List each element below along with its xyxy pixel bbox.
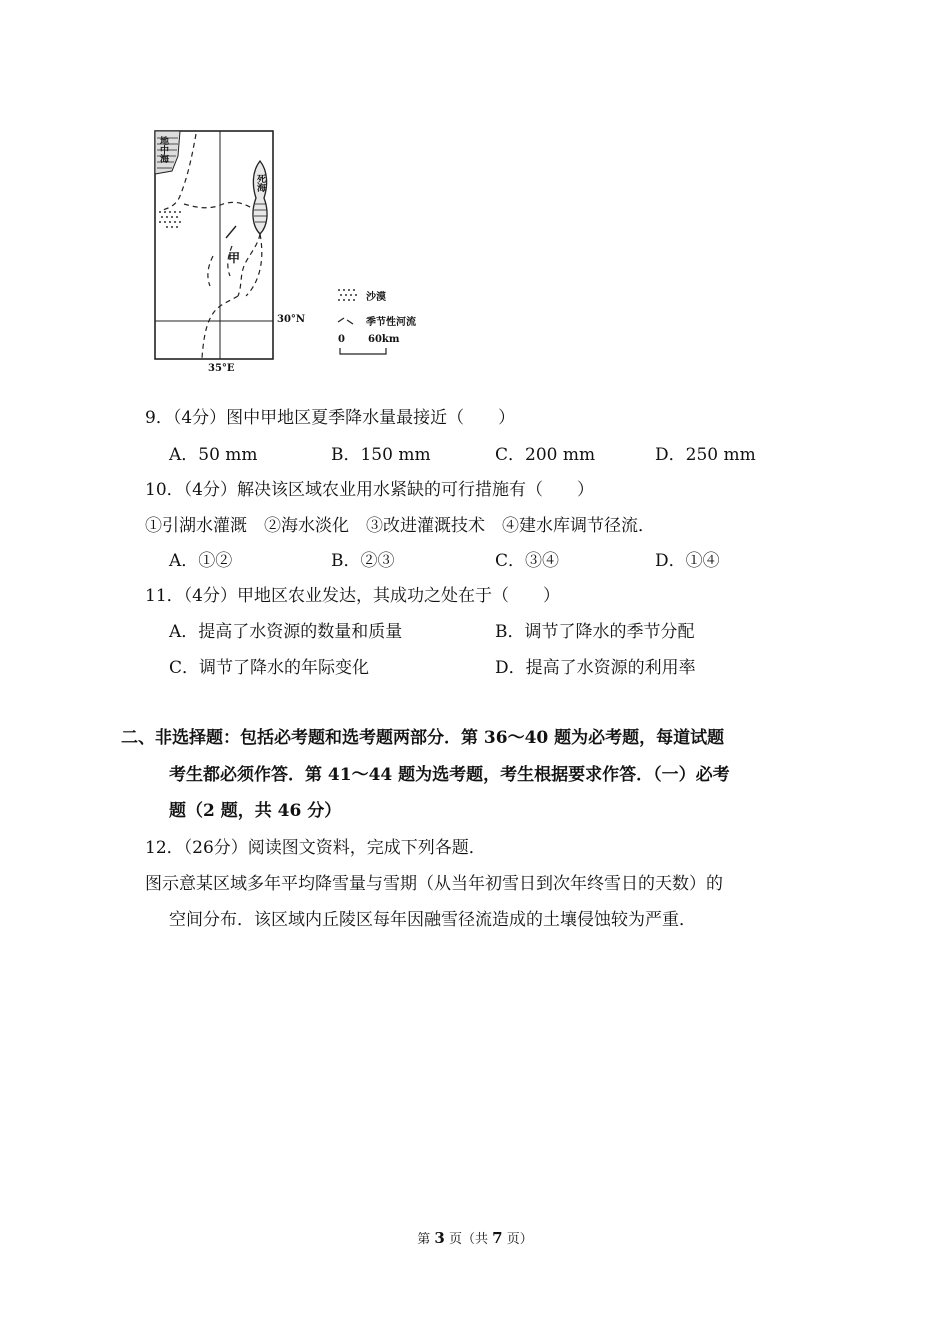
footer-suffix: 页） — [502, 1232, 533, 1247]
section-2-heading-line-2: 考生都必须作答．第 41～44 题为选考题，考生根据要求作答．（一）必考 — [169, 765, 730, 785]
longitude-label: 35°E — [208, 363, 235, 374]
scale-zero-label: 0 — [338, 334, 345, 345]
question-11-stem: 11．（4分）甲地区农业发达，其成功之处在于（ ） — [145, 586, 560, 606]
footer-total-pages: 7 — [492, 1229, 503, 1247]
q9-option-d: D．250 mm — [655, 445, 756, 465]
question-12-stem: 12．（26分）阅读图文资料，完成下列各题． — [145, 838, 486, 858]
page-footer — [0, 1228, 950, 1247]
question-10-items: ①引湖水灌溉 ②海水淡化 ③改进灌溉技术 ④建水库调节径流． — [145, 516, 655, 536]
footer-prefix: 第 — [417, 1232, 435, 1247]
q9-option-a: A．50 mm — [169, 445, 258, 465]
footer-page-number: 3 — [434, 1229, 445, 1247]
q11-option-a: A．提高了水资源的数量和质量 — [169, 622, 403, 642]
q11-option-c: C．调节了降水的年际变化 — [169, 658, 370, 678]
section-2-heading-line-1: 二、非选择题：包括必考题和选考题两部分．第 36～40 题为必考题，每道试题 — [121, 728, 725, 748]
q10-option-a: A．①② — [169, 551, 233, 571]
sea-label: 地中海 — [158, 136, 168, 163]
q11-option-b: B．调节了降水的季节分配 — [495, 622, 695, 642]
legend-river-label: 季节性河流 — [366, 317, 416, 328]
map-figure — [148, 126, 448, 386]
question-10-stem: 10．（4分）解决该区域农业用水紧缺的可行措施有（ ） — [145, 480, 594, 500]
question-12-paragraph-line-1: 图示意某区域多年平均降雪量与雪期（从当年初雪日到次年终雪日的天数）的 — [145, 874, 723, 894]
footer-mid: 页（共 — [444, 1232, 493, 1247]
q10-option-c: C．③④ — [495, 551, 560, 571]
section-2-heading-line-3: 题（2 题，共 46 分） — [169, 801, 342, 821]
question-9-stem: 9．（4分）图中甲地区夏季降水量最接近（ ） — [145, 408, 516, 428]
q10-option-b: B．②③ — [331, 551, 395, 571]
lake-label: 死海 — [255, 174, 265, 192]
q9-option-c: C．200 mm — [495, 445, 596, 465]
scale-distance-label: 60km — [368, 334, 400, 345]
map-drawing — [148, 126, 448, 386]
q10-option-d: D．①④ — [655, 551, 720, 571]
question-12-paragraph-line-2: 空间分布．该区域内丘陵区每年因融雪径流造成的土壤侵蚀较为严重． — [169, 910, 696, 930]
q11-option-d: D．提高了水资源的利用率 — [495, 658, 696, 678]
place-label-jia: 甲 — [228, 251, 241, 265]
legend-desert-label: 沙漠 — [366, 292, 386, 303]
q9-option-b: B．150 mm — [331, 445, 431, 465]
latitude-label: 30°N — [277, 314, 306, 325]
